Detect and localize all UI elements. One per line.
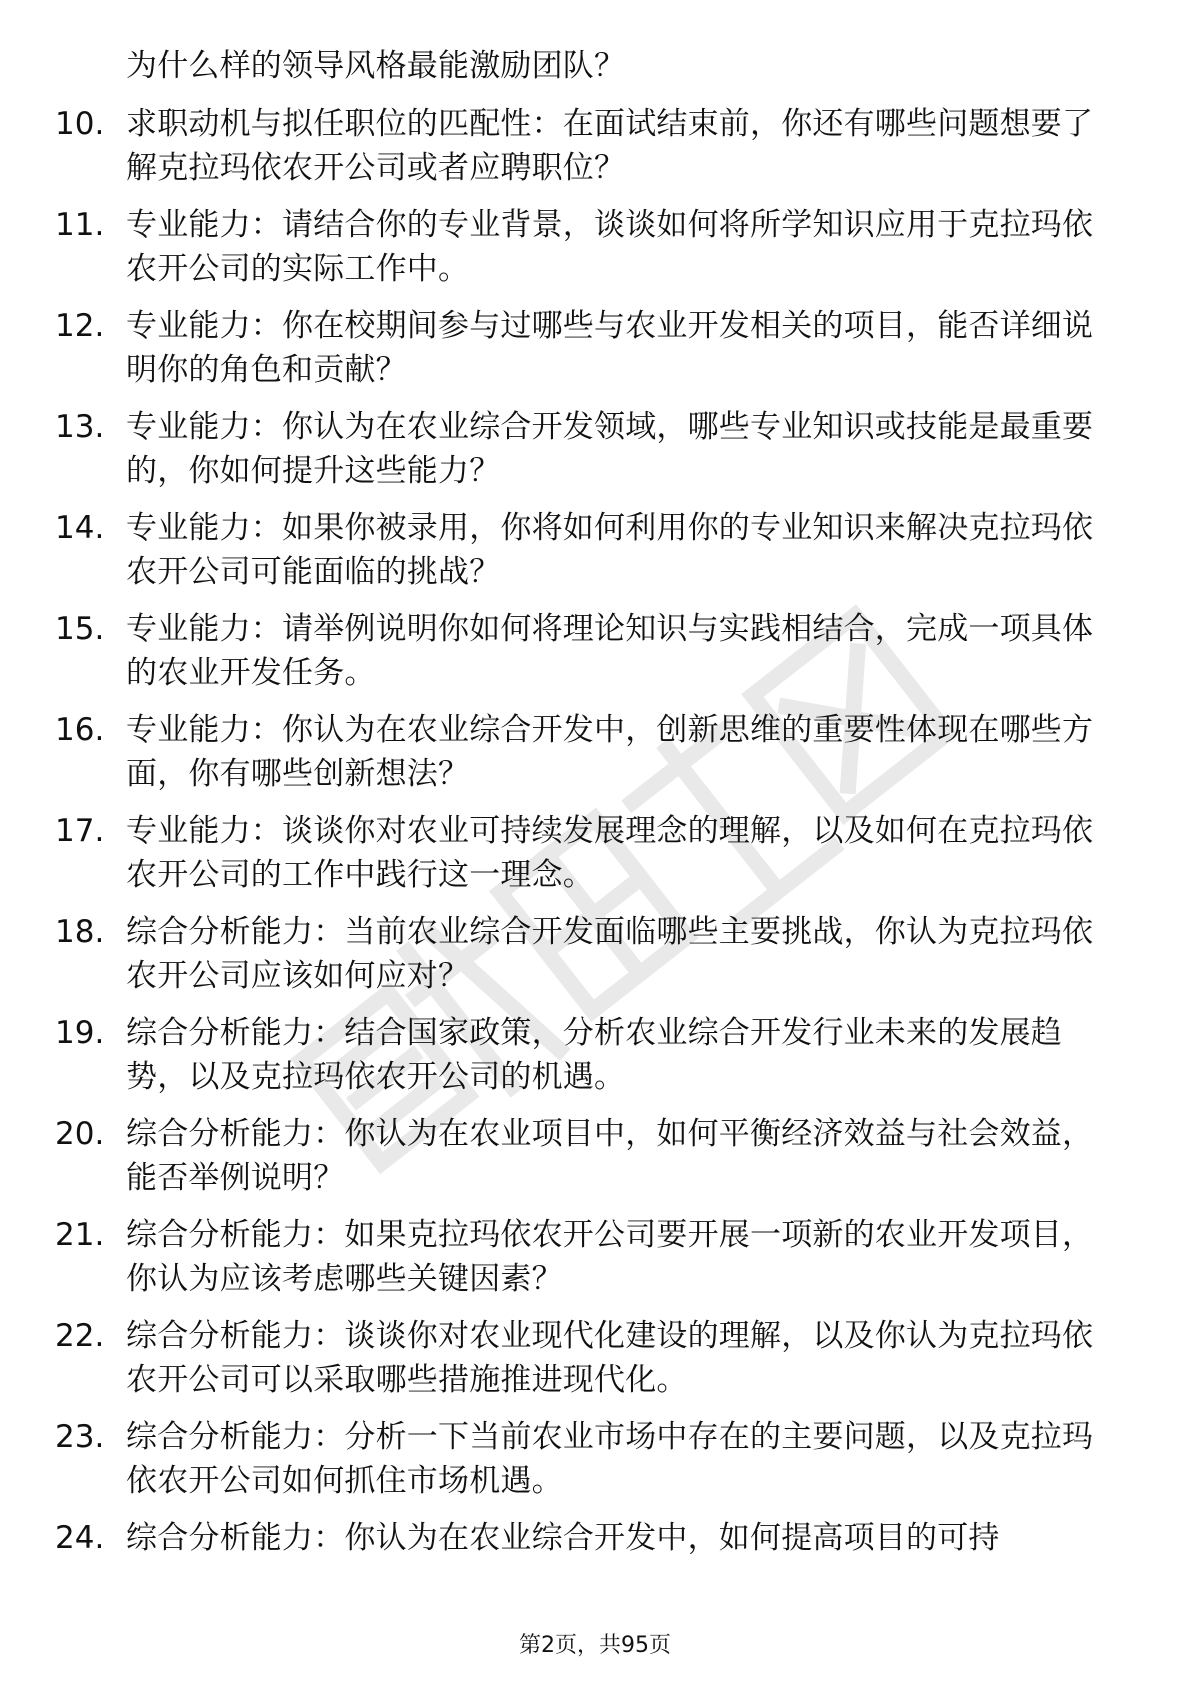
- question-text: 综合分析能力：如果克拉玛依农开公司要开展一项新的农业开发项目，你认为应该考虑哪些关键因素？: [126, 1217, 1094, 1297]
- question-number: 14.: [55, 510, 105, 546]
- list-item: [0, 1415, 1190, 1516]
- question-text: 专业能力：谈谈你对农业可持续发展理念的理解，以及如何在克拉玛依农开公司的工作中践行这一理念。: [126, 813, 1094, 893]
- question-text: 综合分析能力：当前农业综合开发面临哪些主要挑战，你认为克拉玛依农开公司应该如何应对？: [126, 914, 1094, 994]
- question-number: 17.: [55, 813, 105, 849]
- list-item: [0, 1516, 1190, 1574]
- list-item: [0, 1213, 1190, 1314]
- question-text: 综合分析能力：分析一下当前农业市场中存在的主要问题，以及克拉玛依农开公司如何抓住市场机遇。: [126, 1419, 1094, 1499]
- question-number: 22.: [55, 1318, 105, 1354]
- list-item: [0, 44, 1190, 102]
- list-item: [0, 405, 1190, 506]
- question-text: 专业能力：请结合你的专业背景，谈谈如何将所学知识应用于克拉玛依农开公司的实际工作中。: [126, 207, 1094, 287]
- list-item: [0, 304, 1190, 405]
- list-item: [0, 809, 1190, 910]
- list-item: [0, 708, 1190, 809]
- list-item: [0, 1011, 1190, 1112]
- question-text: 综合分析能力：结合国家政策，分析农业综合开发行业未来的发展趋势，以及克拉玛依农开公司的机遇。: [126, 1015, 1062, 1095]
- question-text: 专业能力：你在校期间参与过哪些与农业开发相关的项目，能否详细说明你的角色和贡献？: [126, 308, 1094, 388]
- question-number: 23.: [55, 1419, 105, 1455]
- question-text: 专业能力：如果你被录用，你将如何利用你的专业知识来解决克拉玛依农开公司可能面临的挑战？: [126, 510, 1094, 590]
- question-text: 求职动机与拟任职位的匹配性：在面试结束前，你还有哪些问题想要了解克拉玛依农开公司或者应聘职位？: [126, 106, 1094, 186]
- question-text: 专业能力：请举例说明你如何将理论知识与实践相结合，完成一项具体的农业开发任务。: [126, 611, 1094, 691]
- question-number: 11.: [55, 207, 105, 243]
- question-text: 综合分析能力：谈谈你对农业现代化建设的理解，以及你认为克拉玛依农开公司可以采取哪些措施推进现代化。: [126, 1318, 1094, 1398]
- question-number: 24.: [55, 1520, 105, 1556]
- question-text: 综合分析能力：你认为在农业综合开发中，如何提高项目的可持: [126, 1520, 1000, 1556]
- list-item: [0, 102, 1190, 203]
- list-item: [0, 1314, 1190, 1415]
- question-number: 13.: [55, 409, 105, 445]
- list-item: [0, 1112, 1190, 1213]
- question-number: 19.: [55, 1015, 105, 1051]
- question-number: 15.: [55, 611, 105, 647]
- question-text: 专业能力：你认为在农业综合开发领域，哪些专业知识或技能是最重要的，你如何提升这些能力？: [126, 409, 1094, 489]
- question-number: 10.: [55, 106, 105, 142]
- question-number: 16.: [55, 712, 105, 748]
- question-text: 为什么样的领导风格最能激励团队？: [126, 48, 626, 84]
- question-number: 21.: [55, 1217, 105, 1253]
- page-footer: 第2页，共95页: [519, 1633, 671, 1658]
- question-number: 18.: [55, 914, 105, 950]
- list-item: [0, 203, 1190, 304]
- question-list: [0, 44, 1190, 1574]
- list-item: [0, 910, 1190, 1011]
- question-text: 综合分析能力：你认为在农业项目中，如何平衡经济效益与社会效益，能否举例说明？: [126, 1116, 1094, 1196]
- list-item: [0, 506, 1190, 607]
- question-text: 专业能力：你认为在农业综合开发中，创新思维的重要性体现在哪些方面，你有哪些创新想法？: [126, 712, 1094, 792]
- list-item: [0, 607, 1190, 708]
- question-number: 12.: [55, 308, 105, 344]
- question-number: 20.: [55, 1116, 105, 1152]
